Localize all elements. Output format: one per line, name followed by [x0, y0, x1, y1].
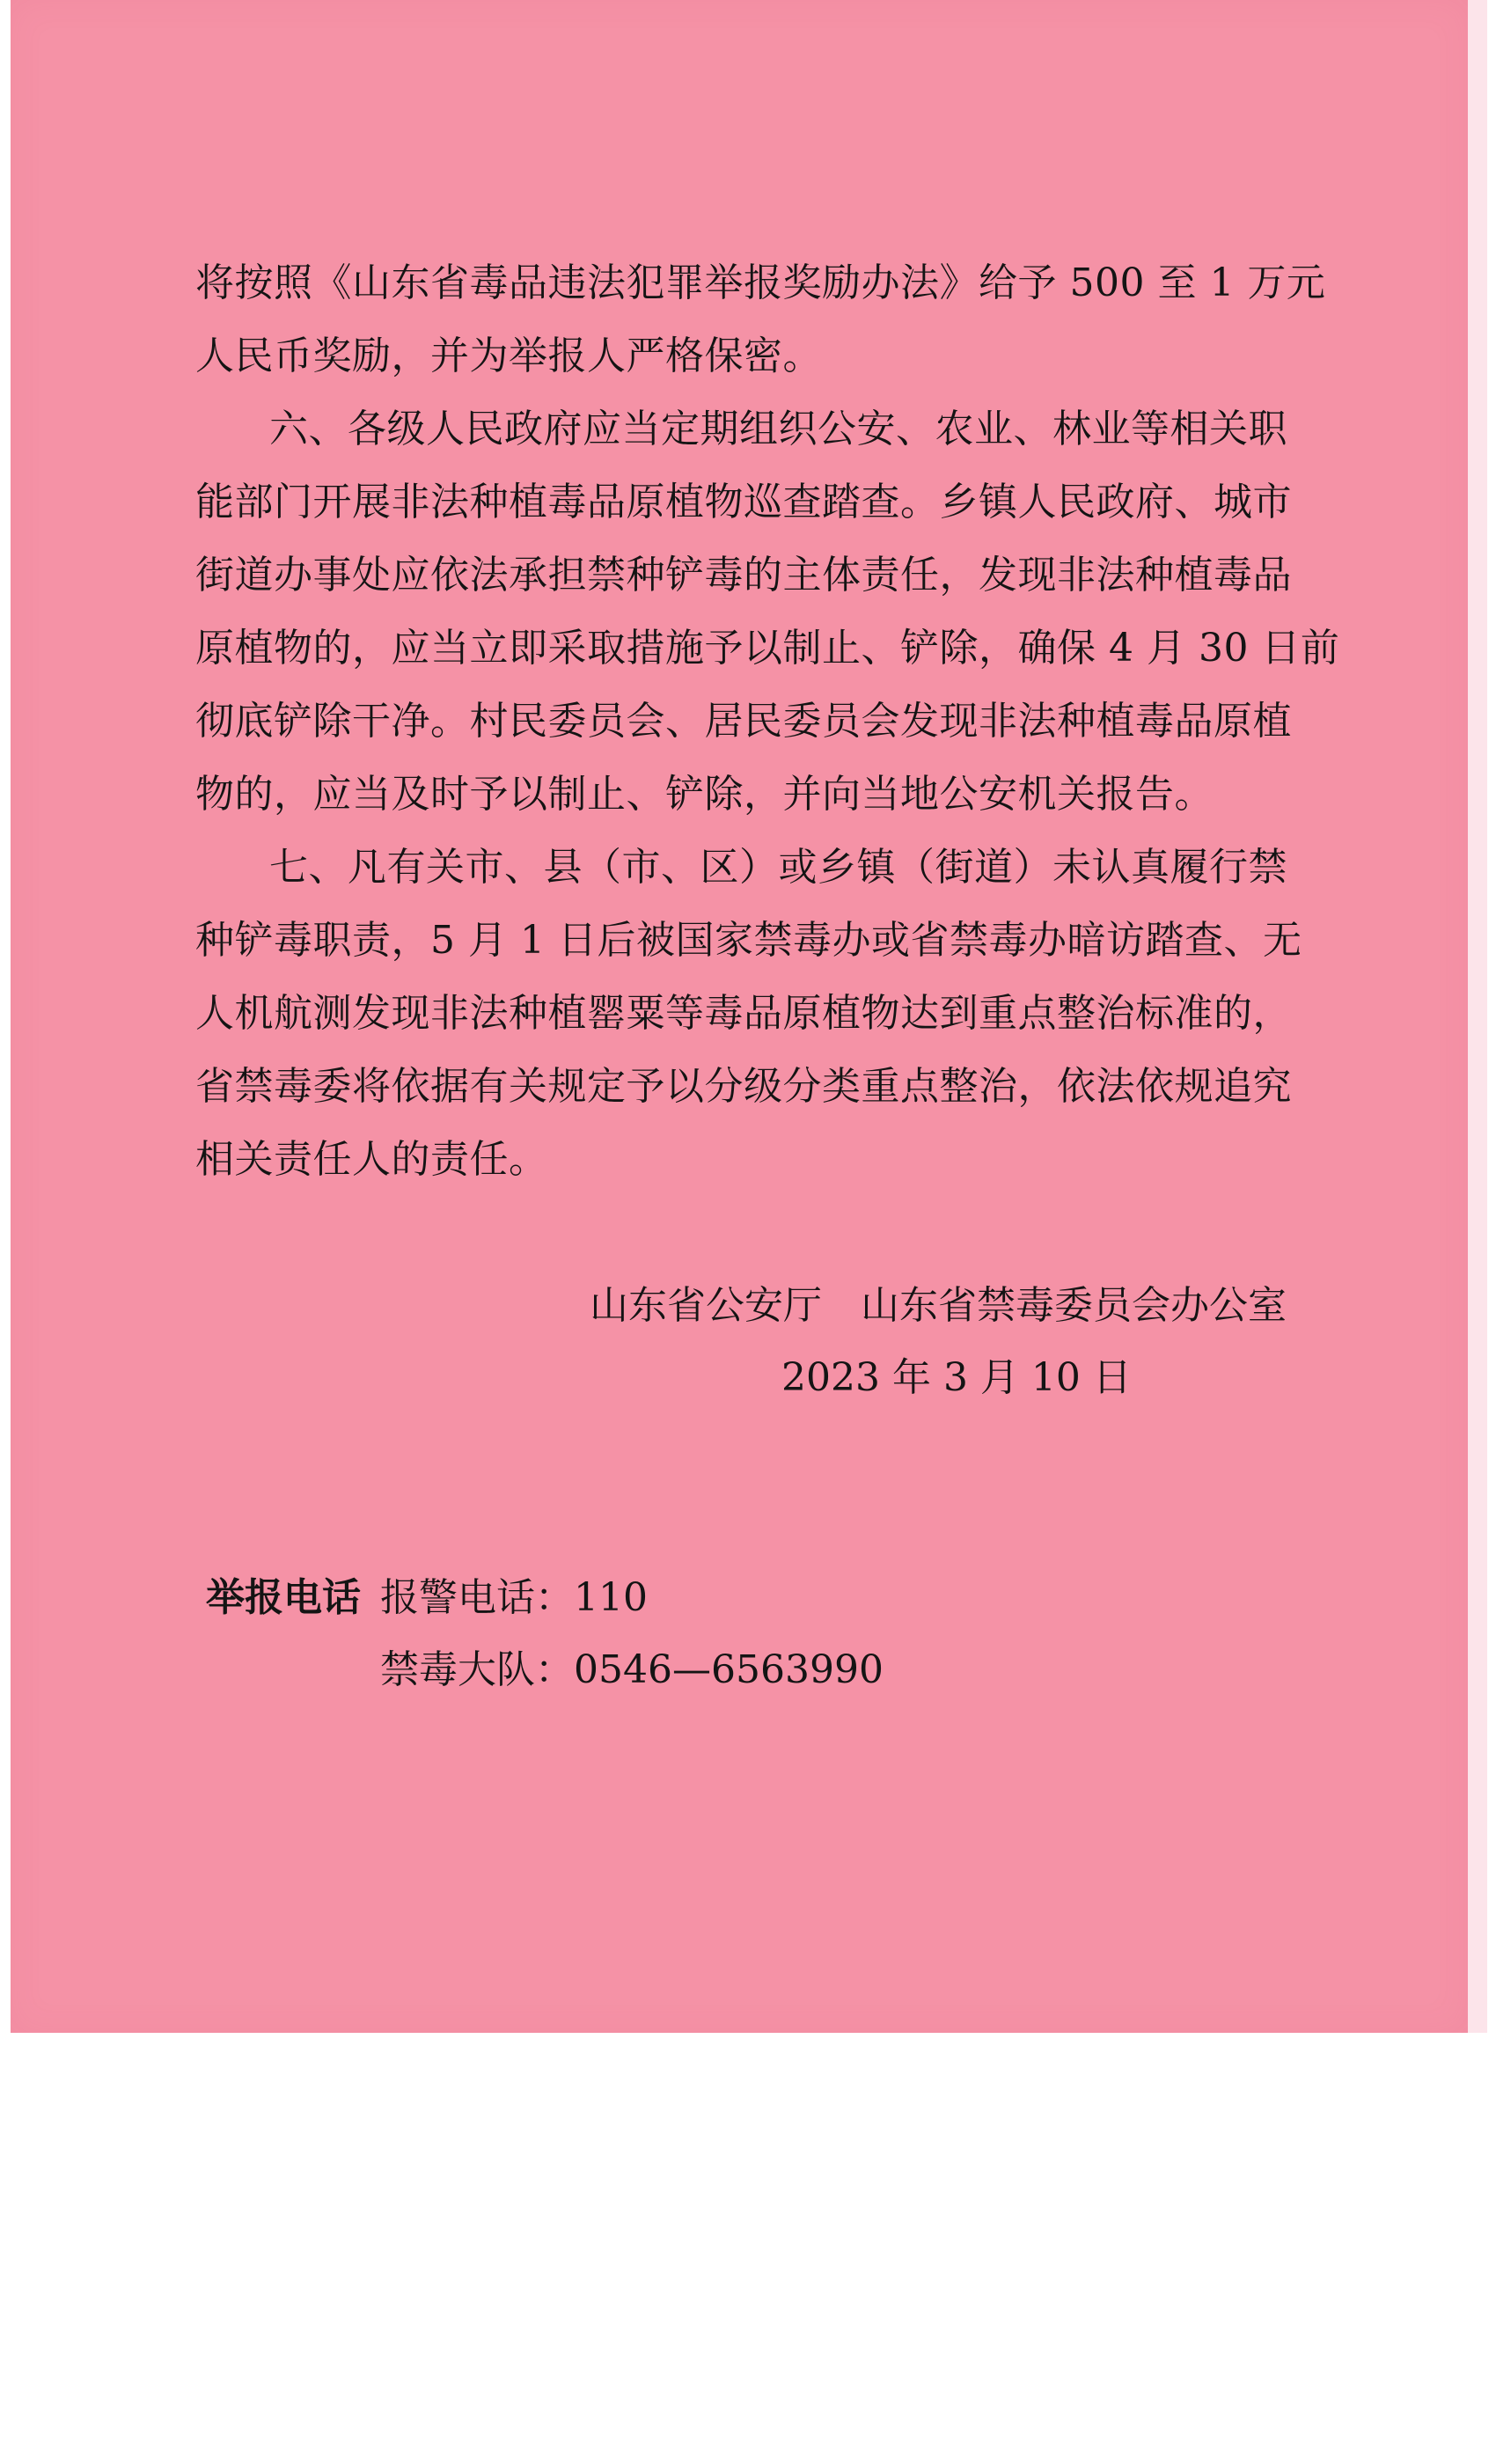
paragraph-7-line-2: 种铲毒职责，5 月 1 日后被国家禁毒办或省禁毒办暗访踏查、无 — [195, 918, 1302, 963]
paragraph-7-line-1: 七、凡有关市、县（市、区）或乡镇（街道）未认真履行禁 — [269, 845, 1287, 890]
paragraph-6-line-3: 街道办事处应依法承担禁种铲毒的主体责任，发现非法种植毒品 — [195, 553, 1292, 598]
issue-date: 2023 年 3 月 10 日 — [781, 1355, 1132, 1400]
paragraph-5-line-2: 人民币奖励，并为举报人严格保密。 — [195, 334, 822, 378]
paragraph-6-line-2: 能部门开展非法种植毒品原植物巡查踏查。乡镇人民政府、城市 — [195, 480, 1292, 524]
issuing-authorities: 山东省公安厅 山东省禁毒委员会办公室 — [590, 1283, 1287, 1328]
paragraph-5-line-1: 将按照《山东省毒品违法犯罪举报奖励办法》给予 500 至 1 万元 — [195, 260, 1326, 305]
paragraph-6-line-4: 原植物的，应当立即采取措施予以制止、铲除，确保 4 月 30 日前 — [195, 626, 1340, 671]
paragraph-7-line-3: 人机航测发现非法种植罂粟等毒品原植物达到重点整治标准的， — [195, 991, 1292, 1036]
police-hotline: 报警电话：110 — [380, 1575, 648, 1620]
paragraph-7-line-4: 省禁毒委将依据有关规定予以分级分类重点整治，依法依规追究 — [195, 1064, 1292, 1109]
paragraph-6-line-1: 六、各级人民政府应当定期组织公安、农业、林业等相关职 — [269, 407, 1287, 451]
paragraph-6-line-6: 物的，应当及时予以制止、铲除，并向当地公安机关报告。 — [195, 772, 1214, 817]
paragraph-6-line-5: 彻底铲除干净。村民委员会、居民委员会发现非法种植毒品原植 — [195, 699, 1292, 744]
report-hotline-label: 举报电话 — [206, 1575, 361, 1620]
paragraph-7-line-5: 相关责任人的责任。 — [195, 1137, 548, 1182]
narcotics-brigade-hotline: 禁毒大队：0546—6563990 — [380, 1647, 884, 1692]
